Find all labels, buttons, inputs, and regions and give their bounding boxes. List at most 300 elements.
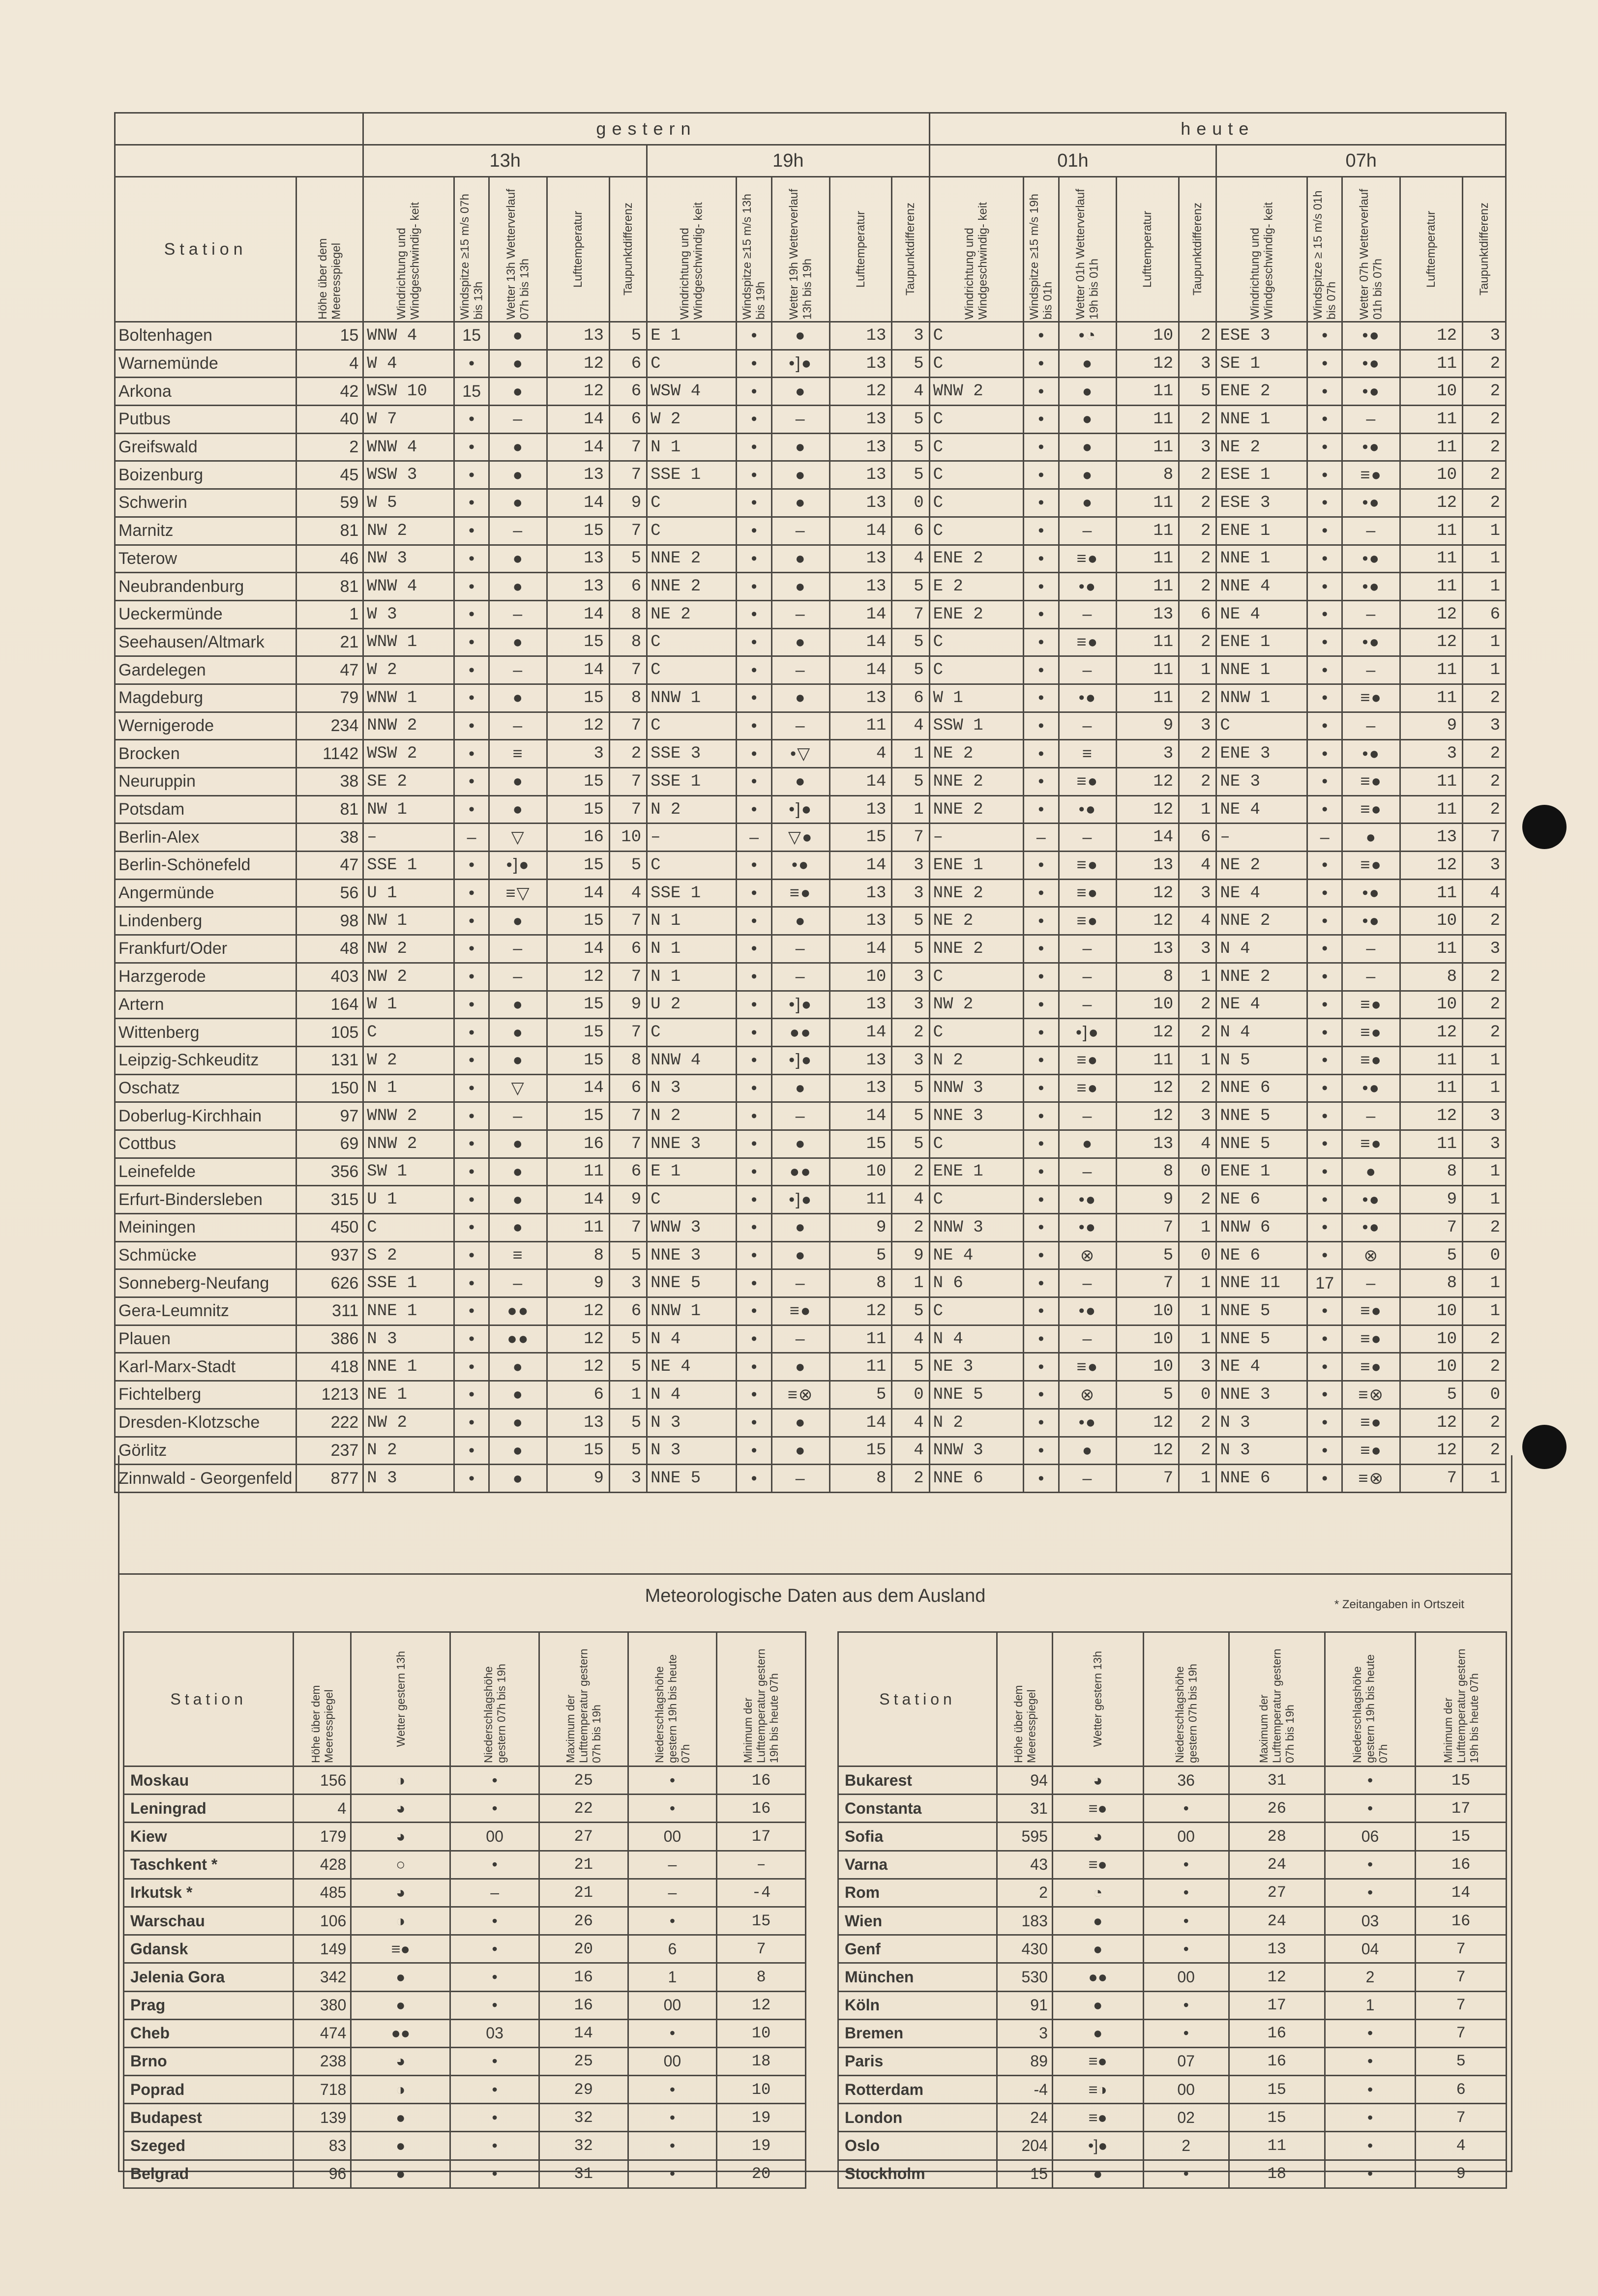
wind-value: NNE 4 [1216,573,1307,601]
min-temp-value: 9 [1416,2160,1507,2188]
weather-symbol: ≡● [1342,795,1400,824]
station-name: Oschatz [115,1074,296,1102]
weather-symbol: ● [489,1409,547,1437]
dewpoint-diff-value: 2 [1179,489,1216,517]
station-name: Wittenberg [115,1019,296,1047]
weather-symbol: ▽ [489,824,547,852]
precip-night-value: • [1325,2104,1416,2132]
gust-value: • [737,963,772,991]
gust-value: • [1307,795,1342,824]
gust-value: • [1307,628,1342,656]
dewpoint-diff-value: 7 [609,433,647,461]
wind-value: NE 1 [363,1381,454,1409]
wind-value: N 3 [1216,1409,1307,1437]
dewpoint-diff-value: 5 [892,768,929,796]
temperature-value: 12 [1117,1437,1179,1465]
altitude-value: 83 [294,2132,351,2160]
wind-value: NNW 2 [363,712,454,740]
station-name: Greifswald [115,433,296,461]
station-column-header: Station [124,1632,294,1766]
gust-value: • [737,406,772,434]
min-temp-value: -4 [717,1879,806,1907]
station-name: Brocken [115,740,296,768]
temperature-value: 12 [547,1325,610,1353]
dewpoint-diff-value: 2 [1463,795,1506,824]
weather-symbol: ≡● [1342,1437,1400,1465]
station-name: Teterow [115,545,296,573]
punch-hole [1522,805,1567,849]
station-name: Karl-Marx-Stadt [115,1353,296,1381]
temperature-value: 8 [829,1465,892,1493]
temperature-value: 12 [1117,795,1179,824]
weather-symbol: ●● [351,2019,450,2047]
wind-value: ESE 1 [1216,461,1307,489]
gust-value: • [1307,350,1342,378]
temperature-value: 14 [547,433,610,461]
weather-symbol: •● [1059,1186,1117,1214]
weather-symbol: ● [771,1214,829,1242]
wind-value: N 2 [929,1409,1024,1437]
weather-symbol: •]● [1052,2132,1143,2160]
temperature-value: 12 [1117,1074,1179,1102]
dewpoint-diff-value: 3 [1463,1102,1506,1130]
weather-symbol: – [771,517,829,545]
weather-symbol: ● [771,573,829,601]
wind-value: C [929,1297,1024,1325]
dewpoint-diff-value: 3 [892,852,929,880]
temperature-value: 15 [829,824,892,852]
precip-night-value: • [1325,1851,1416,1879]
temperature-value: 15 [547,1019,610,1047]
altitude-value: 937 [296,1241,363,1269]
temperature-value: 15 [829,1130,892,1158]
table-row [115,517,1506,545]
wind-value: S 2 [363,1241,454,1269]
max-temp-value: 29 [539,2076,628,2104]
dewpoint-diff-value: 3 [1463,852,1506,880]
temperature-value: 13 [829,684,892,712]
station-name: Gardelegen [115,656,296,684]
weather-symbol: – [771,406,829,434]
precip-day-value: • [450,1963,539,1991]
station-name: Leinefelde [115,1158,296,1186]
precip-day-value: • [1143,1935,1229,1963]
altitude-value: 139 [294,2104,351,2132]
gust-value: • [1307,517,1342,545]
gust-value: • [737,1269,772,1297]
dewpoint-diff-value: 5 [609,852,647,880]
altitude-value: 626 [296,1269,363,1297]
station-name: Arkona [115,378,296,406]
dewpoint-diff-value: 2 [1463,433,1506,461]
max-temp-value: 20 [539,1935,628,1963]
weather-symbol: ● [771,907,829,935]
altitude-value: 81 [296,573,363,601]
column-header: Taupunktdifferenz [1477,203,1491,296]
weather-symbol: ≡⊗ [1342,1381,1400,1409]
table-row [115,489,1506,517]
gust-value: • [1307,1241,1342,1269]
column-header: Wetter 19h Wetterverlauf 13h bis 19h [787,188,814,320]
min-temp-value: 7 [1416,1935,1507,1963]
table-row [115,1409,1506,1437]
wind-value: C [929,1130,1024,1158]
temperature-value: 13 [547,545,610,573]
altitude-value: 1213 [296,1381,363,1409]
gust-value: • [1307,1019,1342,1047]
weather-symbol: •▽ [771,740,829,768]
weather-symbol: ● [489,433,547,461]
wind-value: NNE 2 [929,768,1024,796]
precip-day-value: • [450,1766,539,1795]
altitude-value: 45 [296,461,363,489]
weather-symbol: ◕ [1052,1823,1143,1851]
weather-symbol: •● [1059,1214,1117,1242]
precip-night-value: • [1325,1879,1416,1907]
table-row [115,573,1506,601]
dewpoint-diff-value: 2 [1463,350,1506,378]
dewpoint-diff-value: 1 [1179,1297,1216,1325]
temperature-value: 11 [1117,545,1179,573]
temperature-value: 15 [547,907,610,935]
gust-value: • [737,545,772,573]
weather-symbol: ● [489,991,547,1019]
dewpoint-diff-value: 1 [1463,1158,1506,1186]
weather-symbol: ≡◑ [1052,2076,1143,2104]
wind-value: N 2 [647,1102,737,1130]
wind-value: NNE 2 [647,573,737,601]
wind-value: NW 2 [929,991,1024,1019]
station-column-header: Station [838,1632,997,1766]
wind-value: C [647,350,737,378]
gust-value: • [737,489,772,517]
min-temp-value: 17 [1416,1795,1507,1823]
wind-value: W 7 [363,406,454,434]
dewpoint-diff-value: 1 [892,740,929,768]
temperature-value: 16 [547,1130,610,1158]
precip-night-value: • [1325,1795,1416,1823]
weather-symbol: ● [1059,461,1117,489]
precip-night-value: 00 [628,2047,717,2075]
dewpoint-diff-value: 2 [1463,461,1506,489]
weather-symbol: ● [771,433,829,461]
dewpoint-diff-value: 7 [609,768,647,796]
dewpoint-diff-value: 4 [1179,852,1216,880]
temperature-value: 13 [547,322,610,350]
dewpoint-diff-value: 5 [892,656,929,684]
wind-value: C [929,350,1024,378]
weather-symbol: ● [771,1409,829,1437]
dewpoint-diff-value: 5 [609,1241,647,1269]
weather-symbol: – [1342,406,1400,434]
wind-value: E 2 [929,573,1024,601]
temperature-value: 14 [547,489,610,517]
temperature-value: 8 [1117,461,1179,489]
altitude-value: 42 [296,378,363,406]
weather-symbol: ● [1052,2019,1143,2047]
precip-day-value: • [450,1991,539,2019]
temperature-value: 14 [829,1019,892,1047]
time-header: 19h [647,145,930,177]
dewpoint-diff-value: 1 [1463,573,1506,601]
time-header: 07h [1216,145,1506,177]
temperature-value: 9 [1400,712,1463,740]
weather-symbol: ● [489,1214,547,1242]
dewpoint-diff-value: 5 [892,433,929,461]
weather-symbol: ● [351,1991,450,2019]
wind-value: NNE 3 [647,1130,737,1158]
temperature-value: 11 [829,712,892,740]
table-row [115,879,1506,907]
gust-value: • [1307,879,1342,907]
precip-day-value: • [1143,1851,1229,1879]
altitude-value: 31 [997,1795,1053,1823]
gust-value: • [454,1269,489,1297]
temperature-value: 8 [1117,1158,1179,1186]
dewpoint-diff-value: 2 [1463,1437,1506,1465]
altitude-value: 59 [296,489,363,517]
column-header: Wetter gestern 13h [1091,1651,1104,1747]
dewpoint-diff-value: 2 [1463,907,1506,935]
dewpoint-diff-value: 5 [892,628,929,656]
weather-symbol: ●● [771,1019,829,1047]
wind-value: N 1 [647,935,737,963]
column-header: Windrichtung und Windgeschwindig- keit [963,202,990,320]
wind-value: – [363,824,454,852]
wind-value: NNE 6 [929,1465,1024,1493]
wind-value: NNE 5 [647,1465,737,1493]
wind-value: NNW 3 [929,1437,1024,1465]
max-temp-value: 22 [539,1795,628,1823]
min-temp-value: 7 [717,1935,806,1963]
gust-value: • [737,768,772,796]
dewpoint-diff-value: 5 [609,1353,647,1381]
weather-symbol: ◑ [351,1907,450,1935]
station-name: Wien [838,1907,997,1935]
dewpoint-diff-value: 2 [1463,1353,1506,1381]
gust-value: • [1307,852,1342,880]
temperature-value: 11 [547,1214,610,1242]
weather-symbol: •◔ [1059,322,1117,350]
table-row [124,2160,806,2188]
wind-value: NW 2 [363,517,454,545]
table-row [124,1823,806,1851]
weather-symbol: ● [489,1046,547,1074]
dewpoint-diff-value: 3 [1463,712,1506,740]
precip-day-value: – [450,1879,539,1907]
table-row [115,1130,1506,1158]
gust-value: • [1307,684,1342,712]
wind-value: C [929,1186,1024,1214]
weather-symbol: ◕ [1052,1766,1143,1795]
temperature-value: 11 [1400,1046,1463,1074]
precip-day-value: 07 [1143,2047,1229,2075]
weather-symbol: ● [489,795,547,824]
temperature-value: 12 [1400,489,1463,517]
precip-day-value: • [1143,1879,1229,1907]
gust-value: • [454,1186,489,1214]
altitude-value: 342 [294,1963,351,1991]
dewpoint-diff-value: 9 [609,1186,647,1214]
altitude-value: 131 [296,1046,363,1074]
dewpoint-diff-value: 0 [1463,1381,1506,1409]
weather-symbol: ≡⊗ [1342,1465,1400,1493]
station-name: Boltenhagen [115,322,296,350]
weather-symbol: ≡ [489,1241,547,1269]
wind-value: C [647,852,737,880]
station-name: Neubrandenburg [115,573,296,601]
gust-value: • [1307,991,1342,1019]
gust-value: • [737,1046,772,1074]
wind-value: C [929,461,1024,489]
dewpoint-diff-value: 6 [609,1158,647,1186]
table-row [124,1963,806,1991]
table-row [838,2132,1507,2160]
dewpoint-diff-value: 7 [609,656,647,684]
dewpoint-diff-value: 1 [892,1269,929,1297]
station-name: Fichtelberg [115,1381,296,1409]
dewpoint-diff-value: 2 [1463,1325,1506,1353]
dewpoint-diff-value: 2 [1463,991,1506,1019]
min-temp-value: 10 [717,2019,806,2047]
dewpoint-diff-value: 6 [609,935,647,963]
precip-day-value: 36 [1143,1766,1229,1795]
weather-symbol: ● [489,684,547,712]
gust-value: • [454,963,489,991]
wind-value: N 3 [647,1437,737,1465]
gust-value: • [1024,852,1059,880]
wind-value: NNE 1 [363,1353,454,1381]
wind-value: NW 1 [363,795,454,824]
weather-symbol: – [1059,1158,1117,1186]
gust-value: • [1307,1325,1342,1353]
temperature-value: 14 [829,935,892,963]
gust-value: • [737,1241,772,1269]
gust-value: • [1024,1325,1059,1353]
table-row [115,795,1506,824]
temperature-value: 13 [829,350,892,378]
dewpoint-diff-value: 2 [1463,684,1506,712]
gust-value: • [1024,879,1059,907]
wind-value: N 3 [647,1409,737,1437]
wind-value: C [363,1019,454,1047]
temperature-value: 14 [829,852,892,880]
gust-value: • [737,712,772,740]
precip-day-value: 00 [1143,1963,1229,1991]
altitude-value: 79 [296,684,363,712]
weather-symbol: – [771,963,829,991]
temperature-value: 13 [547,573,610,601]
dewpoint-diff-value: 5 [892,935,929,963]
station-name: Leningrad [124,1795,294,1823]
weather-symbol: ● [489,378,547,406]
station-name: Putbus [115,406,296,434]
gust-value: • [1307,907,1342,935]
temperature-value: 11 [1117,684,1179,712]
temperature-value: 13 [829,1074,892,1102]
precip-night-value: • [628,2160,717,2188]
temperature-value: 13 [547,461,610,489]
weather-symbol: ⊗ [1342,1241,1400,1269]
temperature-value: 15 [547,684,610,712]
temperature-value: 9 [1117,1186,1179,1214]
dewpoint-diff-value: 6 [609,406,647,434]
max-temp-value: 17 [1229,1991,1325,2019]
gust-value: • [737,517,772,545]
table-row [115,1269,1506,1297]
dewpoint-diff-value: 1 [892,795,929,824]
station-name: Gera-Leumnitz [115,1297,296,1325]
dewpoint-diff-value: 2 [1179,1186,1216,1214]
temperature-value: 8 [1117,963,1179,991]
column-header: Niederschlagshöhe gestern 19h bis heute 07h [1350,1654,1390,1763]
weather-symbol: ● [351,2132,450,2160]
temperature-value: 3 [1117,740,1179,768]
table-row [115,963,1506,991]
wind-value: NNE 6 [1216,1465,1307,1493]
dewpoint-diff-value: 1 [609,1381,647,1409]
dewpoint-diff-value: 1 [1179,1325,1216,1353]
dewpoint-diff-value: 4 [1463,879,1506,907]
dewpoint-diff-value: 1 [1179,1465,1216,1493]
weather-symbol: ≡● [1052,1795,1143,1823]
gust-value: • [737,795,772,824]
gust-value: • [737,1019,772,1047]
station-name: Harzgerode [115,963,296,991]
wind-value: NNE 2 [929,795,1024,824]
temperature-value: 15 [547,628,610,656]
wind-value: NE 4 [929,1241,1024,1269]
temperature-value: 10 [1117,1297,1179,1325]
temperature-value: 12 [1400,322,1463,350]
wind-value: NNE 1 [1216,656,1307,684]
precip-night-value: • [628,2019,717,2047]
table-row [115,1186,1506,1214]
table-row [124,1851,806,1879]
wind-value: WSW 4 [647,378,737,406]
altitude-value: -4 [997,2076,1053,2104]
column-header: Minimum der Lufttemperatur gestern 19h bis heute 07h [1441,1648,1480,1763]
station-name: Varna [838,1851,997,1879]
altitude-value: 40 [296,406,363,434]
altitude-value: 450 [296,1214,363,1242]
altitude-value: 150 [296,1074,363,1102]
temperature-value: 13 [1400,824,1463,852]
max-temp-value: 12 [1229,1963,1325,1991]
altitude-value: 311 [296,1297,363,1325]
gust-value: • [737,1186,772,1214]
wind-value: WNW 1 [363,684,454,712]
altitude-value: 38 [296,824,363,852]
dewpoint-diff-value: 7 [609,1102,647,1130]
weather-symbol: ≡● [1342,1046,1400,1074]
dewpoint-diff-value: 6 [609,1297,647,1325]
wind-value: N 2 [647,795,737,824]
temperature-value: 10 [1117,322,1179,350]
dewpoint-diff-value: 1 [1463,1074,1506,1102]
temperature-value: 12 [1400,1102,1463,1130]
dewpoint-diff-value: 4 [1179,1130,1216,1158]
gust-value: • [737,935,772,963]
temperature-value: 8 [829,1269,892,1297]
column-header: Lufttemperatur [1424,210,1438,288]
wind-value: NW 2 [363,963,454,991]
max-temp-value: 27 [1229,1879,1325,1907]
wind-value: NNW 4 [647,1046,737,1074]
dewpoint-diff-value: 2 [892,1158,929,1186]
min-temp-value: 15 [1416,1823,1507,1851]
temperature-value: 8 [1400,963,1463,991]
